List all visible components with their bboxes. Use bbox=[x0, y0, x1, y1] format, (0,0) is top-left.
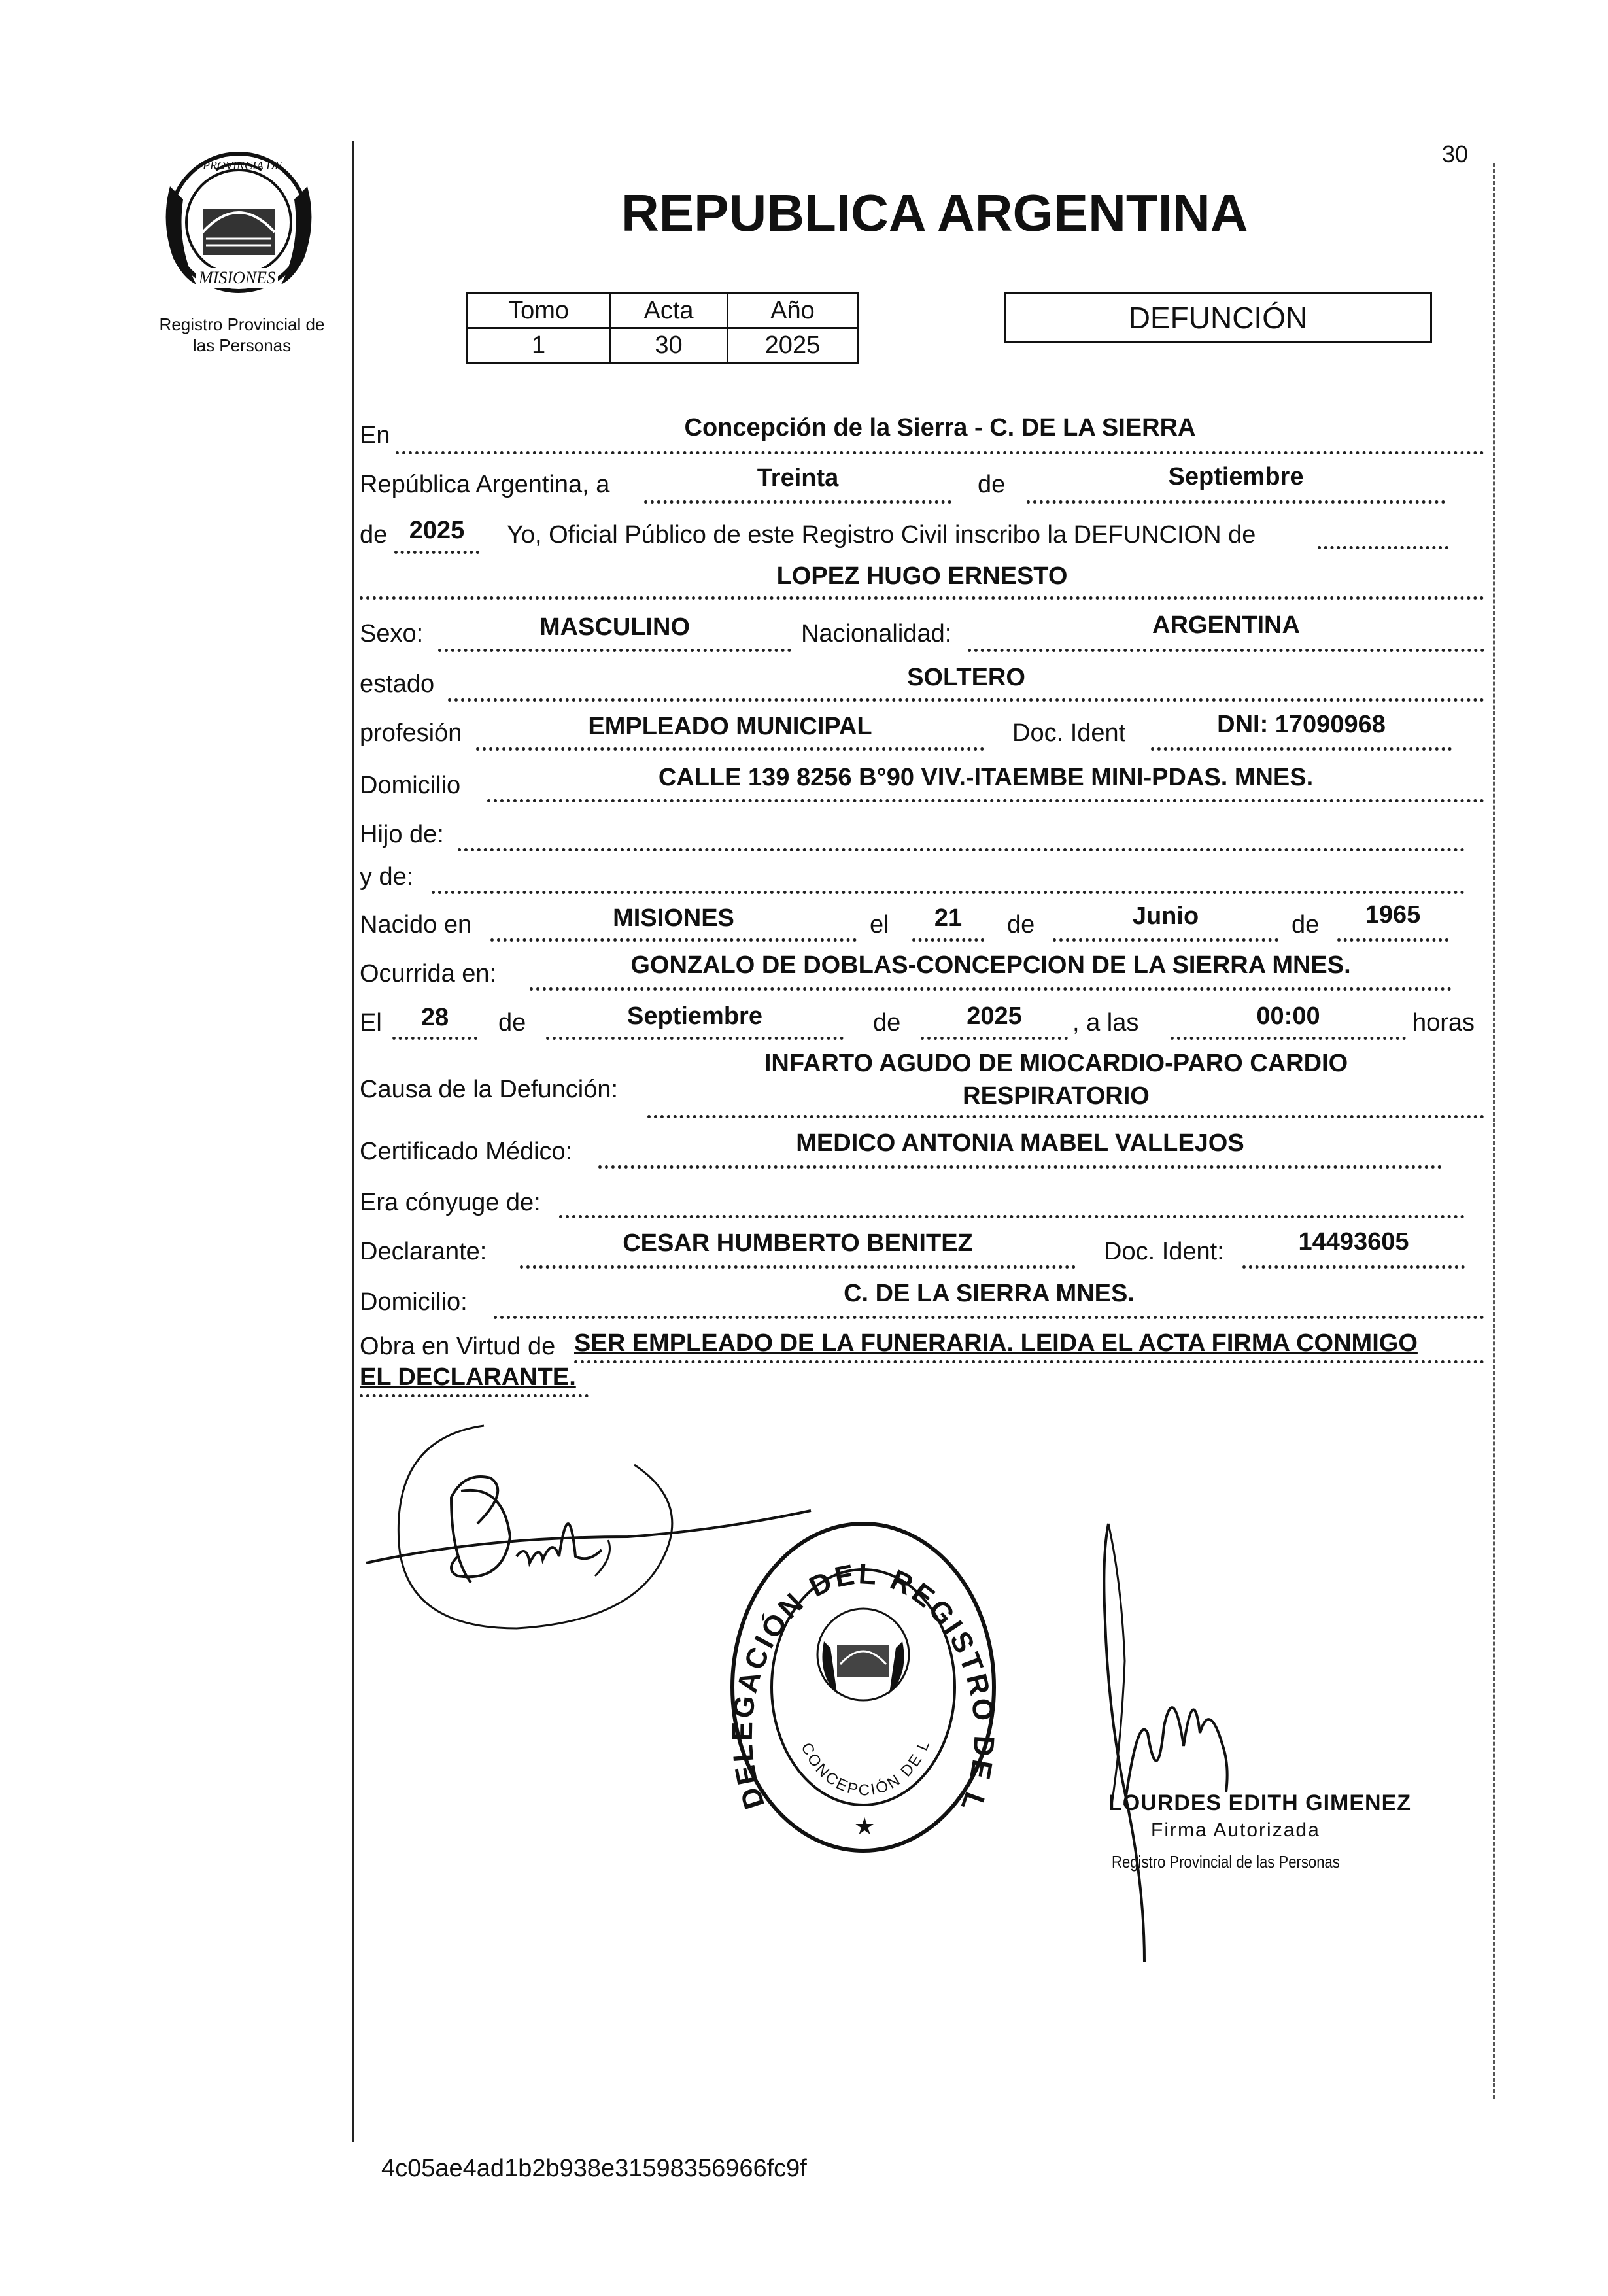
dots-obra-line1 bbox=[574, 1360, 1484, 1363]
label-causa: Causa de la Defunción: bbox=[360, 1076, 619, 1103]
label-en: En bbox=[360, 422, 390, 449]
dots-ocurrida-en bbox=[530, 987, 1452, 991]
official-stamp bbox=[726, 1517, 1001, 1857]
label-y-de: y de: bbox=[360, 863, 414, 891]
label-declarante: Declarante: bbox=[360, 1238, 487, 1265]
label-de-nac-mes: de bbox=[1007, 911, 1035, 938]
table-header-anio: Año bbox=[727, 294, 857, 328]
dots-yo-tail bbox=[1318, 546, 1448, 549]
value-declarante-doc: 14493605 bbox=[1298, 1228, 1409, 1256]
value-domicilio: CALLE 139 8256 B°90 VIV.-ITAEMBE MINI-PDAS. MNES. bbox=[658, 764, 1314, 791]
dots-mes bbox=[1027, 500, 1445, 504]
label-doc-ident-decl: Doc. Ident: bbox=[1104, 1238, 1224, 1265]
label-el-nac: el bbox=[870, 911, 889, 938]
value-ocurrida-en: GONZALO DE DOBLAS-CONCEPCION DE LA SIERRA MNES. bbox=[630, 951, 1351, 979]
table-value-tomo: 1 bbox=[468, 328, 610, 363]
label-sexo: Sexo: bbox=[360, 620, 424, 647]
value-certificado: MEDICO ANTONIA MABEL VALLEJOS bbox=[796, 1129, 1244, 1157]
record-table bbox=[466, 292, 859, 364]
label-el-def: El bbox=[360, 1009, 382, 1037]
dots-estado bbox=[448, 698, 1484, 702]
value-nac-dia: 21 bbox=[934, 904, 963, 932]
label-de-def-anio: de bbox=[873, 1009, 901, 1037]
value-sexo: MASCULINO bbox=[539, 613, 691, 641]
dots-nac-dia bbox=[912, 938, 984, 942]
value-nac-mes: Junio bbox=[1132, 902, 1199, 930]
value-declarante: CESAR HUMBERTO BENITEZ bbox=[623, 1229, 973, 1257]
page-number: 30 bbox=[1442, 141, 1469, 167]
logo-text-top: PROVINCIA DE bbox=[203, 159, 282, 172]
value-nac-anio: 1965 bbox=[1365, 901, 1421, 929]
authorized-signature bbox=[1086, 1517, 1399, 1975]
signer-office: Registro Provincial de las Personas bbox=[1112, 1852, 1340, 1872]
registry-name: Registro Provincial de las Personas bbox=[159, 315, 325, 355]
label-de-def-mes: de bbox=[498, 1009, 526, 1037]
signer-role: Firma Autorizada bbox=[1151, 1819, 1320, 1841]
right-margin-line bbox=[1493, 163, 1495, 2099]
dots-y-de bbox=[432, 891, 1465, 894]
value-def-hora: 00:00 bbox=[1256, 1002, 1320, 1030]
dots-declarante-doc bbox=[1242, 1265, 1465, 1269]
label-ocurrida-en: Ocurrida en: bbox=[360, 960, 497, 987]
value-estado: SOLTERO bbox=[907, 664, 1025, 691]
value-nacionalidad: ARGENTINA bbox=[1152, 611, 1300, 639]
value-dia: Treinta bbox=[757, 464, 839, 492]
dots-def-mes bbox=[546, 1037, 844, 1040]
label-de-nac-anio: de bbox=[1292, 911, 1320, 938]
value-lugar: Concepción de la Sierra - C. DE LA SIERRA bbox=[684, 414, 1196, 441]
label-nacido-en: Nacido en bbox=[360, 911, 472, 938]
value-def-dia: 28 bbox=[420, 1004, 449, 1031]
dots-nacido-en bbox=[490, 938, 857, 942]
value-dni: DNI: 17090968 bbox=[1217, 711, 1386, 738]
signer-name: LOURDES EDITH GIMENEZ bbox=[1108, 1791, 1412, 1815]
record-type-box bbox=[1004, 292, 1432, 343]
record-type: DEFUNCIÓN bbox=[1128, 301, 1308, 335]
document-hash: 4c05ae4ad1b2b938e31598356966fc9f bbox=[381, 2155, 807, 2182]
dots-lugar bbox=[396, 451, 1484, 454]
dots-certificado bbox=[598, 1165, 1442, 1169]
logo-text-bottom: MISIONES bbox=[196, 268, 278, 288]
value-def-mes: Septiembre bbox=[627, 1002, 762, 1030]
label-yo-oficial: Yo, Oficial Público de este Registro Civil inscribo la DEFUNCION de bbox=[507, 521, 1256, 549]
dots-declarante-domicilio bbox=[494, 1316, 1484, 1319]
value-causa-line2: RESPIRATORIO bbox=[963, 1082, 1150, 1110]
dots-nombre bbox=[360, 596, 1484, 600]
dots-domicilio bbox=[487, 799, 1484, 802]
value-def-anio: 2025 bbox=[967, 1002, 1022, 1030]
dots-declarante bbox=[520, 1265, 1076, 1269]
stamp-outer-text: DELEGACIÓN DEL REGISTRO DE L bbox=[726, 1558, 1001, 1818]
label-nacionalidad: Nacionalidad: bbox=[801, 620, 952, 647]
value-causa-line1: INFARTO AGUDO DE MIOCARDIO-PARO CARDIO bbox=[764, 1050, 1348, 1077]
dots-hijo-de bbox=[458, 848, 1465, 851]
label-obra: Obra en Virtud de bbox=[360, 1333, 556, 1360]
country-title: REPUBLICA ARGENTINA bbox=[621, 184, 1248, 242]
value-obra-line1: SER EMPLEADO DE LA FUNERARIA. LEIDA EL ACTA FIRMA CONMIGO bbox=[574, 1329, 1418, 1357]
label-doc-ident: Doc. Ident bbox=[1012, 719, 1126, 747]
label-conyuge: Era cónyuge de: bbox=[360, 1189, 541, 1216]
value-nacido-en: MISIONES bbox=[613, 904, 734, 932]
label-hijo-de: Hijo de: bbox=[360, 821, 444, 848]
left-margin-line bbox=[352, 141, 354, 2142]
table-value-anio: 2025 bbox=[727, 328, 857, 363]
province-seal-logo bbox=[157, 147, 320, 304]
value-declarante-domicilio: C. DE LA SIERRA MNES. bbox=[844, 1280, 1135, 1307]
dots-def-anio bbox=[921, 1037, 1068, 1040]
label-de-anio: de bbox=[360, 521, 388, 549]
label-estado: estado bbox=[360, 670, 435, 698]
label-profesion: profesión bbox=[360, 719, 462, 747]
stamp-inner-text: CONCEPCIÓN DE L bbox=[797, 1736, 934, 1800]
value-profesion: EMPLEADO MUNICIPAL bbox=[588, 713, 872, 740]
value-nombre: LOPEZ HUGO ERNESTO bbox=[776, 562, 1068, 590]
value-mes: Septiembre bbox=[1168, 463, 1304, 490]
label-a-las: , a las bbox=[1072, 1009, 1139, 1037]
dots-sexo bbox=[438, 649, 791, 652]
dots-dia bbox=[644, 500, 951, 504]
label-de-mes: de bbox=[978, 471, 1006, 498]
table-value-acta: 30 bbox=[610, 328, 728, 363]
dots-dni bbox=[1151, 747, 1452, 751]
dots-nacionalidad bbox=[968, 649, 1484, 652]
label-domicilio: Domicilio bbox=[360, 772, 461, 799]
label-horas: horas bbox=[1412, 1009, 1475, 1037]
dots-anio bbox=[394, 551, 479, 554]
svg-text:★: ★ bbox=[854, 1813, 876, 1840]
label-domicilio-decl: Domicilio: bbox=[360, 1288, 468, 1316]
dots-nac-anio bbox=[1337, 938, 1448, 942]
dots-conyuge bbox=[559, 1215, 1465, 1218]
dots-profesion bbox=[476, 747, 984, 751]
value-obra-line2: EL DECLARANTE. bbox=[360, 1363, 576, 1391]
dots-causa bbox=[647, 1115, 1484, 1118]
label-certificado: Certificado Médico: bbox=[360, 1138, 573, 1165]
dots-def-hora bbox=[1171, 1037, 1406, 1040]
table-header-tomo: Tomo bbox=[468, 294, 610, 328]
dots-def-dia bbox=[392, 1037, 477, 1040]
dots-nac-mes bbox=[1053, 938, 1278, 942]
table-header-acta: Acta bbox=[610, 294, 728, 328]
dots-obra-line2 bbox=[360, 1394, 589, 1397]
value-anio: 2025 bbox=[409, 517, 465, 544]
label-republica: República Argentina, a bbox=[360, 471, 610, 498]
